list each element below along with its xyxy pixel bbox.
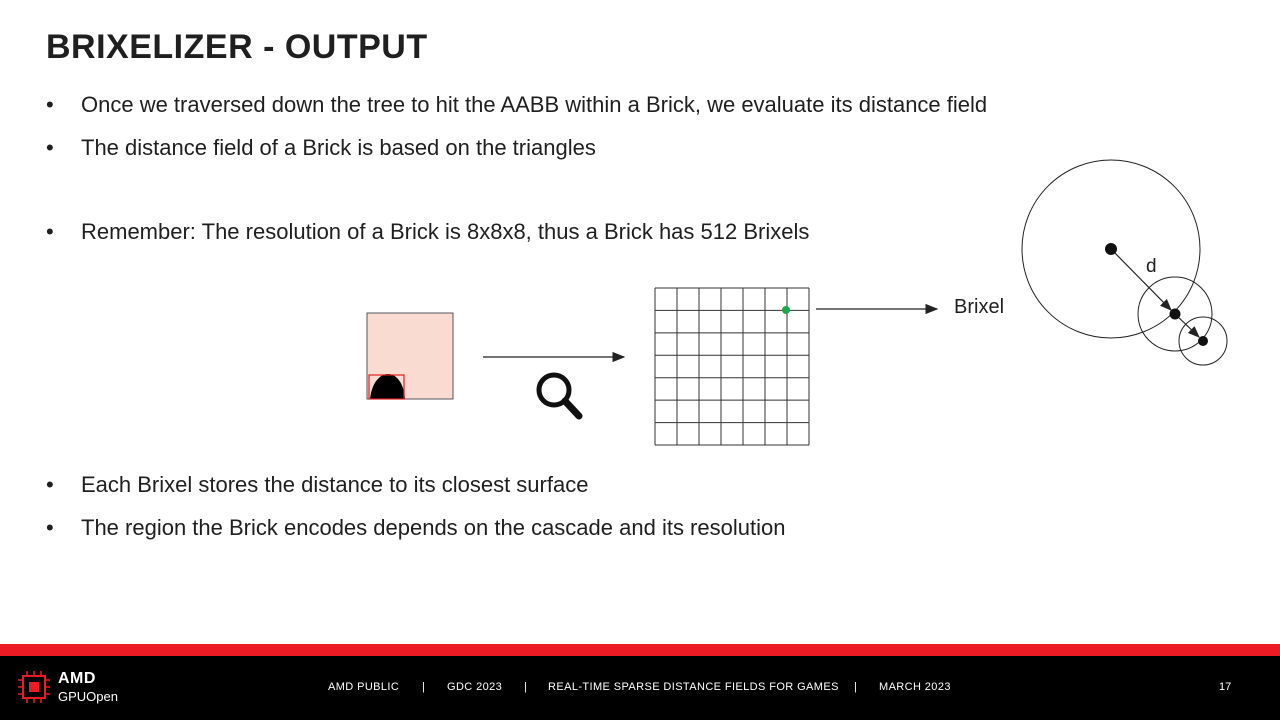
bullet-dot: •	[46, 219, 54, 244]
amd-chip-icon	[18, 671, 50, 703]
gpuopen-logo-text: GPUOpen	[58, 689, 118, 704]
magnifier-icon	[539, 375, 579, 416]
footer-separator: |	[524, 681, 528, 693]
bullet-text: Once we traversed down the tree to hit the AABB within a Brick, we evaluate its distance field	[81, 92, 988, 117]
bullet-dot: •	[46, 135, 54, 160]
footer-separator: |	[422, 681, 426, 693]
bullet-text: The region the Brick encodes depends on the cascade and its resolution	[81, 515, 786, 540]
footer-separator: |	[854, 681, 858, 693]
sample-point	[1198, 336, 1208, 346]
footer-accent-bar	[0, 644, 1280, 656]
footer-date: MARCH 2023	[879, 681, 951, 693]
amd-logo-text: AMD	[58, 670, 96, 687]
footer	[0, 656, 1280, 720]
footer-talk-title: REAL-TIME SPARSE DISTANCE FIELDS FOR GAMES	[548, 681, 839, 693]
sample-point	[1170, 309, 1181, 320]
distance-label: d	[1146, 256, 1157, 277]
footer-event: GDC 2023	[447, 681, 503, 693]
brixel-label: Brixel	[954, 296, 1005, 318]
bullet-text: The distance field of a Brick is based on the triangles	[81, 135, 596, 160]
bullet-dot: •	[46, 92, 54, 117]
bullet-text: Remember: The resolution of a Brick is 8x8x8, thus a Brick has 512 Brixels	[81, 219, 810, 244]
footer-classification: AMD PUBLIC	[328, 681, 400, 693]
bullet-dot: •	[46, 515, 54, 540]
brixel-dot	[782, 306, 790, 314]
bullet-dot: •	[46, 472, 54, 497]
slide-title: BRIXELIZER - OUTPUT	[46, 28, 428, 66]
page-number: 17	[1219, 681, 1232, 693]
sample-point	[1105, 243, 1117, 255]
bullet-text: Each Brixel stores the distance to its closest surface	[81, 472, 589, 497]
